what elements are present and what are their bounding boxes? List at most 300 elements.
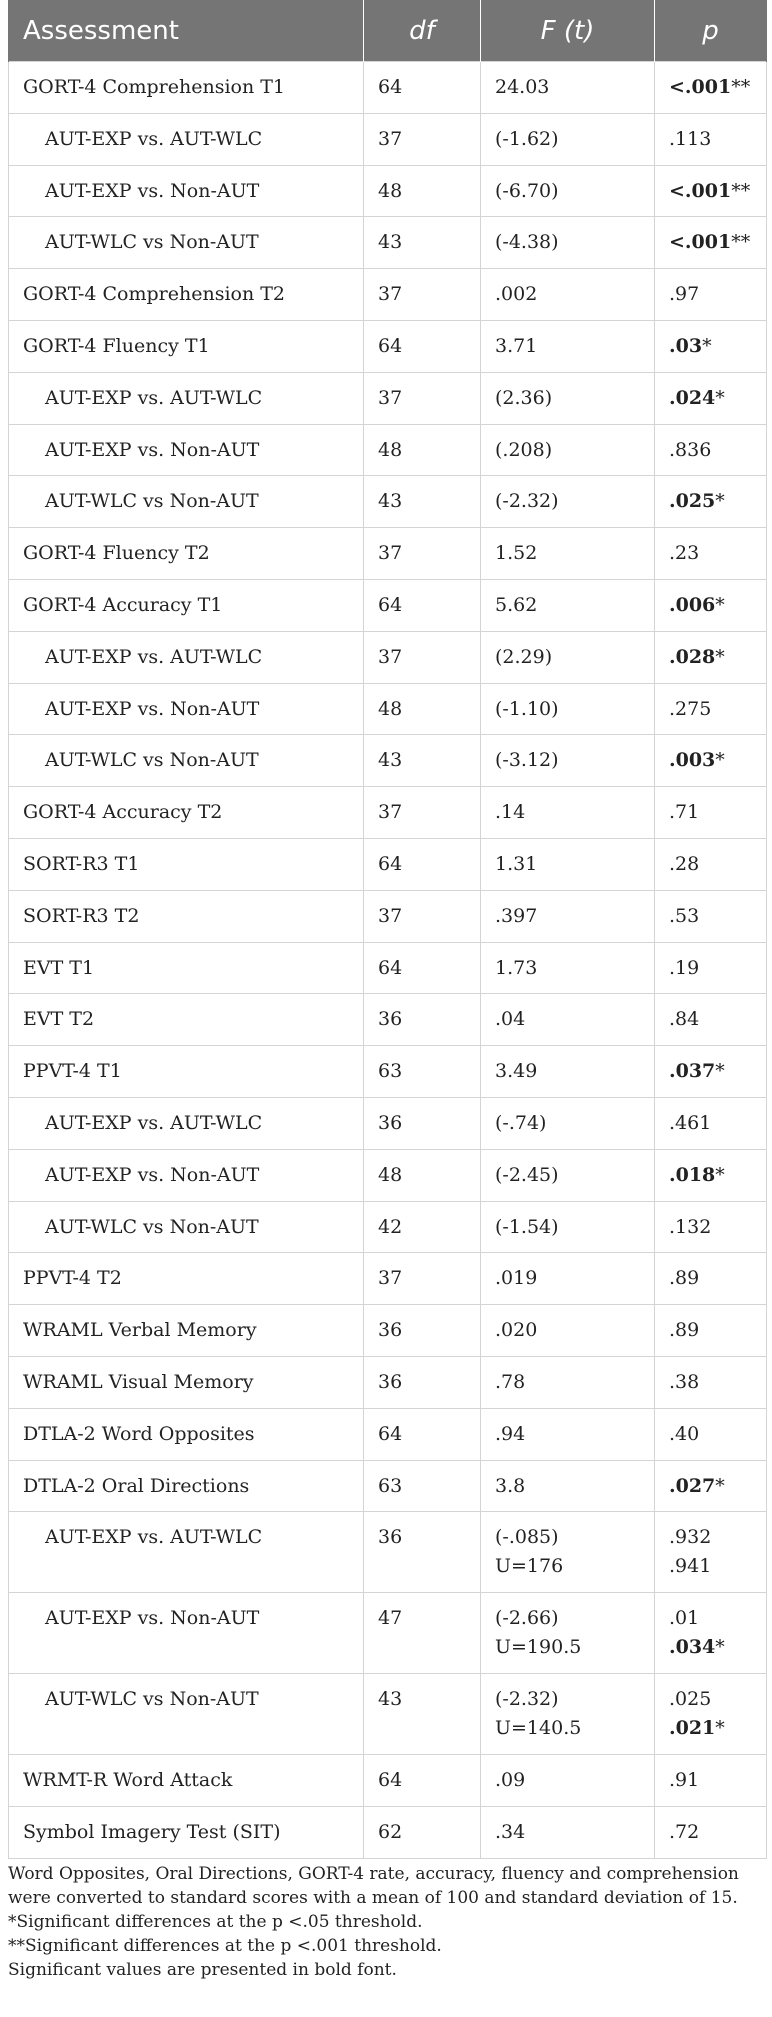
p-value-line bbox=[669, 125, 756, 154]
f-stat-cell bbox=[481, 1097, 655, 1149]
p-value-cell bbox=[655, 579, 767, 631]
table-row bbox=[9, 1807, 767, 1859]
assessment-cell: GORT-4 Fluency T1 bbox=[9, 320, 364, 372]
p-value-cell bbox=[655, 890, 767, 942]
f-stat-cell bbox=[481, 1356, 655, 1408]
assessment-cell: PPVT-4 T2 bbox=[9, 1253, 364, 1305]
p-value: .025 bbox=[669, 1688, 712, 1711]
df-cell: 64 bbox=[364, 1755, 481, 1807]
p-value-cell bbox=[655, 113, 767, 165]
table-row bbox=[9, 1460, 767, 1512]
table-row bbox=[9, 320, 767, 372]
assessment-cell: WRAML Visual Memory bbox=[9, 1356, 364, 1408]
p-value: .84 bbox=[669, 1008, 700, 1031]
p-value-line bbox=[669, 384, 756, 413]
assessment-cell: AUT-WLC vs Non-AUT bbox=[9, 735, 364, 787]
table-row bbox=[9, 1253, 767, 1305]
p-value: .71 bbox=[669, 801, 700, 824]
assessment-cell: AUT-EXP vs. Non-AUT bbox=[9, 683, 364, 735]
f-stat-cell bbox=[481, 1593, 655, 1674]
p-value: .027 bbox=[669, 1474, 716, 1497]
assessment-cell: AUT-WLC vs Non-AUT bbox=[9, 1674, 364, 1755]
p-value-cell bbox=[655, 787, 767, 839]
f-stat-value: .78 bbox=[495, 1370, 526, 1393]
df-cell: 64 bbox=[364, 1408, 481, 1460]
table-row bbox=[9, 1201, 767, 1253]
p-value-cell bbox=[655, 631, 767, 683]
p-value: .932 bbox=[669, 1526, 712, 1549]
f-stat-value: (-1.54) bbox=[495, 1215, 559, 1238]
p-value-line bbox=[669, 1818, 756, 1847]
p-value: <.001 bbox=[669, 179, 732, 202]
p-value-line bbox=[669, 1472, 756, 1501]
p-value-line bbox=[669, 591, 756, 620]
assessment-cell: GORT-4 Comprehension T2 bbox=[9, 269, 364, 321]
f-stat-value: (2.36) bbox=[495, 386, 553, 409]
p-value: .461 bbox=[669, 1111, 712, 1134]
p-value-cell bbox=[655, 62, 767, 114]
f-stat-value: .09 bbox=[495, 1769, 526, 1792]
df-cell: 47 bbox=[364, 1593, 481, 1674]
f-stat-cell bbox=[481, 942, 655, 994]
significance-marker: * bbox=[715, 490, 725, 513]
f-stat-cell bbox=[481, 217, 655, 269]
f-stat-cell bbox=[481, 631, 655, 683]
p-value-cell bbox=[655, 424, 767, 476]
f-stat-value: .94 bbox=[495, 1422, 526, 1445]
p-value-cell bbox=[655, 1097, 767, 1149]
f-stat-value: 1.31 bbox=[495, 852, 538, 875]
p-value-line bbox=[669, 1057, 756, 1086]
f-stat-cell bbox=[481, 372, 655, 424]
f-stat-cell bbox=[481, 320, 655, 372]
significance-marker: * bbox=[715, 593, 725, 616]
footnote-p05: *Significant differences at the p <.05 threshold. bbox=[8, 1912, 423, 1932]
significance-marker: * bbox=[715, 1635, 725, 1658]
p-value-cell bbox=[655, 1807, 767, 1859]
f-stat-cell bbox=[481, 269, 655, 321]
assessment-cell: AUT-EXP vs. Non-AUT bbox=[9, 1149, 364, 1201]
table-row bbox=[9, 1674, 767, 1755]
p-value-line bbox=[669, 280, 756, 309]
f-stat-value: (-2.32) bbox=[495, 1688, 559, 1711]
f-stat-cell bbox=[481, 683, 655, 735]
p-value: .021 bbox=[669, 1716, 716, 1739]
f-stat-value: .019 bbox=[495, 1267, 538, 1290]
header-f: F (t) bbox=[481, 0, 655, 62]
f-stat-value: (-1.10) bbox=[495, 697, 559, 720]
p-value-cell bbox=[655, 1253, 767, 1305]
p-value-line bbox=[669, 798, 756, 827]
table-row bbox=[9, 890, 767, 942]
significance-marker: ** bbox=[731, 231, 751, 254]
f-stat-value: (-2.32) bbox=[495, 490, 559, 513]
assessment-cell: DTLA-2 Word Opposites bbox=[9, 1408, 364, 1460]
f-stat-cell bbox=[481, 1460, 655, 1512]
f-stat-value: (-4.38) bbox=[495, 231, 559, 254]
assessment-cell: EVT T1 bbox=[9, 942, 364, 994]
p-value-line bbox=[669, 1714, 756, 1743]
table-row bbox=[9, 838, 767, 890]
df-cell: 64 bbox=[364, 62, 481, 114]
df-cell: 43 bbox=[364, 735, 481, 787]
p-value-line bbox=[669, 954, 756, 983]
table-row bbox=[9, 1046, 767, 1098]
p-value: .89 bbox=[669, 1267, 700, 1290]
p-value-cell bbox=[655, 165, 767, 217]
df-cell: 43 bbox=[364, 476, 481, 528]
table-row bbox=[9, 787, 767, 839]
significance-marker: * bbox=[715, 386, 725, 409]
assessment-cell: GORT-4 Comprehension T1 bbox=[9, 62, 364, 114]
significance-marker: * bbox=[715, 1474, 725, 1497]
assessment-cell: EVT T2 bbox=[9, 994, 364, 1046]
p-value-line bbox=[669, 1633, 756, 1662]
table-row bbox=[9, 1593, 767, 1674]
f-stat-value: 5.62 bbox=[495, 593, 538, 616]
p-value-cell bbox=[655, 1201, 767, 1253]
df-cell: 37 bbox=[364, 372, 481, 424]
f-stat-value: (2.29) bbox=[495, 645, 553, 668]
table-row bbox=[9, 424, 767, 476]
p-value: <.001 bbox=[669, 76, 732, 98]
p-value: .275 bbox=[669, 697, 712, 720]
p-value-cell bbox=[655, 683, 767, 735]
p-value: .132 bbox=[669, 1215, 712, 1238]
table-body bbox=[9, 62, 767, 1859]
p-value-cell bbox=[655, 1408, 767, 1460]
df-cell: 43 bbox=[364, 217, 481, 269]
p-value: .89 bbox=[669, 1319, 700, 1342]
assessment-cell: AUT-EXP vs. AUT-WLC bbox=[9, 631, 364, 683]
table-row bbox=[9, 1408, 767, 1460]
table-row bbox=[9, 942, 767, 994]
p-value: .113 bbox=[669, 127, 712, 150]
p-value-line bbox=[669, 1005, 756, 1034]
f-stat-cell bbox=[481, 787, 655, 839]
p-value-line bbox=[669, 1523, 756, 1552]
df-cell: 36 bbox=[364, 1512, 481, 1593]
table-row bbox=[9, 528, 767, 580]
df-cell: 64 bbox=[364, 320, 481, 372]
p-value: .23 bbox=[669, 542, 700, 565]
assessment-cell: AUT-WLC vs Non-AUT bbox=[9, 1201, 364, 1253]
p-value-cell bbox=[655, 735, 767, 787]
p-value: .006 bbox=[669, 593, 716, 616]
f-stat-value: 24.03 bbox=[495, 76, 550, 98]
assessment-cell: AUT-WLC vs Non-AUT bbox=[9, 476, 364, 528]
table-row bbox=[9, 62, 767, 114]
f-stat-cell bbox=[481, 476, 655, 528]
f-stat-value: U=140.5 bbox=[495, 1716, 582, 1739]
p-value-cell bbox=[655, 372, 767, 424]
df-cell: 37 bbox=[364, 890, 481, 942]
p-value-line bbox=[669, 1264, 756, 1293]
f-stat-cell bbox=[481, 528, 655, 580]
df-cell: 37 bbox=[364, 787, 481, 839]
p-value: .028 bbox=[669, 645, 716, 668]
footnote-bold: Significant values are presented in bold font. bbox=[8, 1960, 397, 1980]
p-value: .018 bbox=[669, 1163, 716, 1186]
df-cell: 48 bbox=[364, 683, 481, 735]
p-value: .03 bbox=[669, 334, 703, 357]
footnote-p001: **Significant differences at the p <.001 threshold. bbox=[8, 1936, 442, 1956]
f-stat-cell bbox=[481, 1408, 655, 1460]
p-value-line bbox=[669, 1109, 756, 1138]
p-value-line bbox=[669, 1552, 756, 1581]
p-value-cell bbox=[655, 942, 767, 994]
p-value-cell bbox=[655, 1356, 767, 1408]
p-value: .28 bbox=[669, 852, 700, 875]
p-value-cell bbox=[655, 320, 767, 372]
f-stat-value: .14 bbox=[495, 801, 526, 824]
p-value: .034 bbox=[669, 1635, 716, 1658]
f-stat-cell bbox=[481, 1755, 655, 1807]
p-value-line bbox=[669, 539, 756, 568]
df-cell: 37 bbox=[364, 528, 481, 580]
assessment-cell: Symbol Imagery Test (SIT) bbox=[9, 1807, 364, 1859]
p-value-line bbox=[669, 1604, 756, 1633]
p-value-line bbox=[669, 1161, 756, 1190]
table-footnotes bbox=[8, 1862, 766, 1982]
table-row bbox=[9, 217, 767, 269]
f-stat-cell bbox=[481, 1674, 655, 1755]
significance-marker: ** bbox=[731, 179, 751, 202]
f-stat-value: U=190.5 bbox=[495, 1635, 582, 1658]
df-cell: 62 bbox=[364, 1807, 481, 1859]
f-stat-cell bbox=[481, 1253, 655, 1305]
assessment-cell: GORT-4 Accuracy T1 bbox=[9, 579, 364, 631]
p-value-line bbox=[669, 1685, 756, 1714]
p-value-line bbox=[669, 487, 756, 516]
df-cell: 48 bbox=[364, 165, 481, 217]
table-row bbox=[9, 476, 767, 528]
assessment-cell: GORT-4 Accuracy T2 bbox=[9, 787, 364, 839]
assessment-cell: AUT-EXP vs. AUT-WLC bbox=[9, 1512, 364, 1593]
p-value: .024 bbox=[669, 386, 716, 409]
p-value-line bbox=[669, 1213, 756, 1242]
f-stat-cell bbox=[481, 838, 655, 890]
f-stat-value: 1.52 bbox=[495, 542, 538, 565]
p-value: .01 bbox=[669, 1607, 700, 1630]
p-value-cell bbox=[655, 269, 767, 321]
assessment-cell: AUT-EXP vs. Non-AUT bbox=[9, 424, 364, 476]
significance-marker: * bbox=[715, 1716, 725, 1739]
f-stat-value: (-2.45) bbox=[495, 1163, 559, 1186]
p-value-line bbox=[669, 902, 756, 931]
f-stat-value: (-.74) bbox=[495, 1111, 547, 1134]
header-row bbox=[9, 0, 767, 62]
p-value-cell bbox=[655, 1305, 767, 1357]
f-stat-cell bbox=[481, 1512, 655, 1593]
p-value-cell bbox=[655, 1149, 767, 1201]
p-value: .72 bbox=[669, 1821, 700, 1844]
f-stat-value: .04 bbox=[495, 1008, 526, 1031]
p-value-line bbox=[669, 73, 756, 102]
table-row bbox=[9, 1149, 767, 1201]
header-assessment: Assessment bbox=[9, 0, 364, 62]
p-value: .836 bbox=[669, 438, 712, 461]
p-value-cell bbox=[655, 994, 767, 1046]
assessment-cell: AUT-EXP vs. Non-AUT bbox=[9, 165, 364, 217]
f-stat-cell bbox=[481, 579, 655, 631]
f-stat-value: .002 bbox=[495, 283, 538, 306]
header-df: df bbox=[364, 0, 481, 62]
f-stat-value: U=176 bbox=[495, 1554, 564, 1577]
significance-marker: ** bbox=[731, 76, 751, 98]
p-value: .38 bbox=[669, 1370, 700, 1393]
p-value-cell bbox=[655, 1674, 767, 1755]
df-cell: 36 bbox=[364, 994, 481, 1046]
p-value-cell bbox=[655, 1046, 767, 1098]
f-stat-cell bbox=[481, 62, 655, 114]
table-row bbox=[9, 994, 767, 1046]
f-stat-cell bbox=[481, 113, 655, 165]
p-value-cell bbox=[655, 1755, 767, 1807]
assessment-cell: SORT-R3 T1 bbox=[9, 838, 364, 890]
f-stat-value: .397 bbox=[495, 904, 538, 927]
df-cell: 37 bbox=[364, 1253, 481, 1305]
table-row bbox=[9, 683, 767, 735]
p-value-cell bbox=[655, 528, 767, 580]
p-value: .037 bbox=[669, 1060, 716, 1083]
df-cell: 37 bbox=[364, 269, 481, 321]
assessment-cell: AUT-EXP vs. AUT-WLC bbox=[9, 1097, 364, 1149]
table-row bbox=[9, 1755, 767, 1807]
assessment-cell: AUT-EXP vs. Non-AUT bbox=[9, 1593, 364, 1674]
df-cell: 36 bbox=[364, 1097, 481, 1149]
p-value: .53 bbox=[669, 904, 700, 927]
df-cell: 64 bbox=[364, 838, 481, 890]
p-value-line bbox=[669, 746, 756, 775]
f-stat-value: (-1.62) bbox=[495, 127, 559, 150]
df-cell: 37 bbox=[364, 631, 481, 683]
table-row bbox=[9, 113, 767, 165]
significance-marker: * bbox=[715, 1060, 725, 1083]
table-row bbox=[9, 165, 767, 217]
assessment-cell: AUT-EXP vs. AUT-WLC bbox=[9, 113, 364, 165]
p-value-line bbox=[669, 1368, 756, 1397]
df-cell: 48 bbox=[364, 424, 481, 476]
results-table-container bbox=[8, 0, 766, 1859]
p-value-line bbox=[669, 1766, 756, 1795]
table-row bbox=[9, 1356, 767, 1408]
f-stat-value: 3.49 bbox=[495, 1060, 538, 1083]
df-cell: 37 bbox=[364, 113, 481, 165]
p-value-line bbox=[669, 332, 756, 361]
assessment-cell: WRMT-R Word Attack bbox=[9, 1755, 364, 1807]
assessment-cell: PPVT-4 T1 bbox=[9, 1046, 364, 1098]
significance-marker: * bbox=[715, 749, 725, 772]
p-value: .97 bbox=[669, 283, 700, 306]
p-value-line bbox=[669, 436, 756, 465]
p-value-cell bbox=[655, 838, 767, 890]
f-stat-value: .020 bbox=[495, 1319, 538, 1342]
p-value: .91 bbox=[669, 1769, 700, 1792]
p-value-cell bbox=[655, 1460, 767, 1512]
df-cell: 64 bbox=[364, 579, 481, 631]
p-value: .19 bbox=[669, 956, 700, 979]
significance-marker: * bbox=[715, 1163, 725, 1186]
f-stat-cell bbox=[481, 424, 655, 476]
df-cell: 63 bbox=[364, 1460, 481, 1512]
df-cell: 36 bbox=[364, 1305, 481, 1357]
df-cell: 43 bbox=[364, 1674, 481, 1755]
f-stat-value: (.208) bbox=[495, 438, 553, 461]
p-value-line bbox=[669, 850, 756, 879]
table-header bbox=[9, 0, 767, 62]
p-value-line bbox=[669, 1420, 756, 1449]
assessment-cell: DTLA-2 Oral Directions bbox=[9, 1460, 364, 1512]
table-row bbox=[9, 1305, 767, 1357]
df-cell: 64 bbox=[364, 942, 481, 994]
p-value-line bbox=[669, 695, 756, 724]
df-cell: 63 bbox=[364, 1046, 481, 1098]
df-cell: 36 bbox=[364, 1356, 481, 1408]
header-p: p bbox=[655, 0, 767, 62]
f-stat-value: (-6.70) bbox=[495, 179, 559, 202]
p-value-line bbox=[669, 1316, 756, 1345]
footnote-standard-scores: Word Opposites, Oral Directions, GORT-4 rate, accuracy, fluency and comprehension were converted to standard scores with a mean of 100 and standard deviation of 15. bbox=[8, 1864, 739, 1908]
table-row bbox=[9, 735, 767, 787]
table-row bbox=[9, 269, 767, 321]
p-value: .40 bbox=[669, 1422, 700, 1445]
p-value: .941 bbox=[669, 1554, 712, 1577]
f-stat-cell bbox=[481, 1201, 655, 1253]
p-value-cell bbox=[655, 1593, 767, 1674]
table-row bbox=[9, 1097, 767, 1149]
f-stat-value: (-3.12) bbox=[495, 749, 559, 772]
table-row bbox=[9, 631, 767, 683]
f-stat-cell bbox=[481, 1046, 655, 1098]
assessment-cell: AUT-WLC vs Non-AUT bbox=[9, 217, 364, 269]
f-stat-cell bbox=[481, 994, 655, 1046]
table-row bbox=[9, 1512, 767, 1593]
p-value-line bbox=[669, 228, 756, 257]
f-stat-value: (-2.66) bbox=[495, 1607, 559, 1630]
significance-marker: * bbox=[702, 334, 712, 357]
table-row bbox=[9, 579, 767, 631]
p-value-line bbox=[669, 177, 756, 206]
assessment-cell: SORT-R3 T2 bbox=[9, 890, 364, 942]
f-stat-cell bbox=[481, 1149, 655, 1201]
f-stat-cell bbox=[481, 165, 655, 217]
f-stat-value: .34 bbox=[495, 1821, 526, 1844]
df-cell: 48 bbox=[364, 1149, 481, 1201]
f-stat-value: 3.8 bbox=[495, 1474, 526, 1497]
p-value-cell bbox=[655, 1512, 767, 1593]
f-stat-value: (-.085) bbox=[495, 1526, 559, 1549]
assessment-cell: WRAML Verbal Memory bbox=[9, 1305, 364, 1357]
p-value: <.001 bbox=[669, 231, 732, 254]
f-stat-cell bbox=[481, 1305, 655, 1357]
f-stat-cell bbox=[481, 1807, 655, 1859]
results-table bbox=[8, 0, 767, 1859]
f-stat-cell bbox=[481, 890, 655, 942]
f-stat-cell bbox=[481, 735, 655, 787]
p-value: .003 bbox=[669, 749, 716, 772]
p-value: .025 bbox=[669, 490, 716, 513]
assessment-cell: AUT-EXP vs. AUT-WLC bbox=[9, 372, 364, 424]
p-value-line bbox=[669, 643, 756, 672]
f-stat-value: 1.73 bbox=[495, 956, 538, 979]
p-value-cell bbox=[655, 476, 767, 528]
p-value-cell bbox=[655, 217, 767, 269]
table-row bbox=[9, 372, 767, 424]
f-stat-value: 3.71 bbox=[495, 334, 538, 357]
assessment-cell: GORT-4 Fluency T2 bbox=[9, 528, 364, 580]
df-cell: 42 bbox=[364, 1201, 481, 1253]
